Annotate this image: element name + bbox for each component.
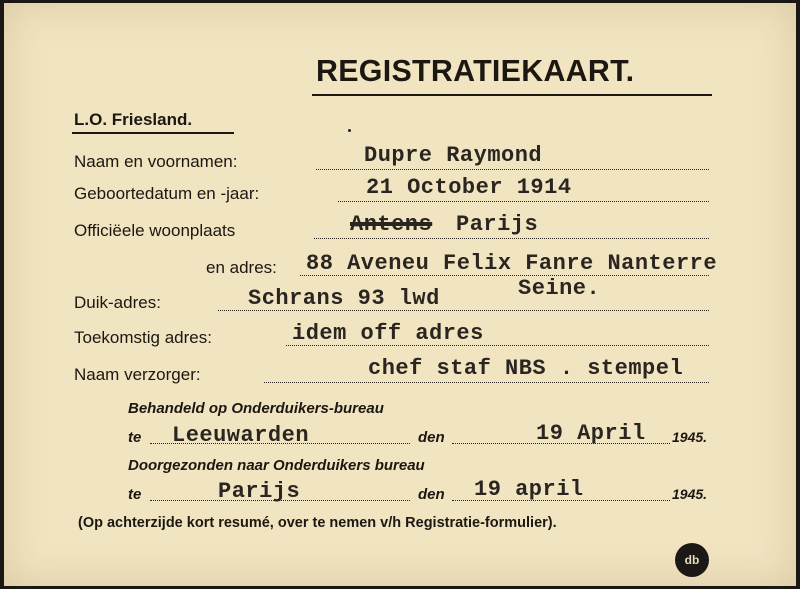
forwarded-den-label: den [418,486,445,503]
future-address-label: Toekomstig adres: [74,328,212,347]
processed-place-value: Leeuwarden [172,423,310,448]
forwarded-date-value: 19 april [474,477,584,502]
name-label: Naam en voornamen: [74,152,238,171]
address-value: 88 Aveneu Felix Fanre Nanterre [306,251,718,276]
forwarded-heading: Doorgezonden naar Onderduikers bureau [128,457,425,474]
birthdate-value: 21 October 1914 [366,175,572,200]
name-value: Dupre Raymond [364,143,543,168]
forwarded-year: 1945. [672,486,708,502]
processed-date-value: 19 April [536,421,646,446]
ink-dot [348,129,351,132]
forwarded-place-value: Parijs [218,479,301,504]
future-address-value: idem off adres [292,321,484,346]
processed-heading: Behandeld op Onderduikers-bureau [128,400,384,417]
processed-year: 1945. [672,429,708,445]
printer-logo-icon [675,543,709,577]
caretaker-label: Naam verzorger: [74,365,201,384]
processed-te-label: te [128,429,142,446]
title-underline [312,94,712,96]
caretaker-value: chef staf NBS . stempel [368,356,684,381]
footnote: (Op achterzijde kort resumé, over te nemen v/h Registratie-formulier). [78,515,557,531]
caretaker-dotted-line [264,382,709,383]
address-label: en adres: [206,258,277,277]
card-title: REGISTRATIEKAART. [316,53,635,88]
printer-logo-text: db [684,553,700,567]
forwarded-te-label: te [128,486,142,503]
registration-card [4,3,796,586]
name-dotted-line [316,169,709,170]
organization-underline [72,132,234,134]
processed-den-label: den [418,429,445,446]
birthdate-dotted-line [338,201,709,202]
residence-label: Officiëele woonplaats [74,221,236,240]
hiding-address-value: Schrans 93 lwd [248,286,440,311]
address-value-line2: Seine. [518,276,601,301]
hiding-address-label: Duik-adres: [74,293,161,312]
residence-value: Parijs [456,212,539,237]
birthdate-label: Geboortedatum en -jaar: [74,184,260,203]
residence-struck-value: Antens [350,212,433,237]
residence-dotted-line [314,238,709,239]
organization-name: L.O. Friesland. [74,110,193,129]
